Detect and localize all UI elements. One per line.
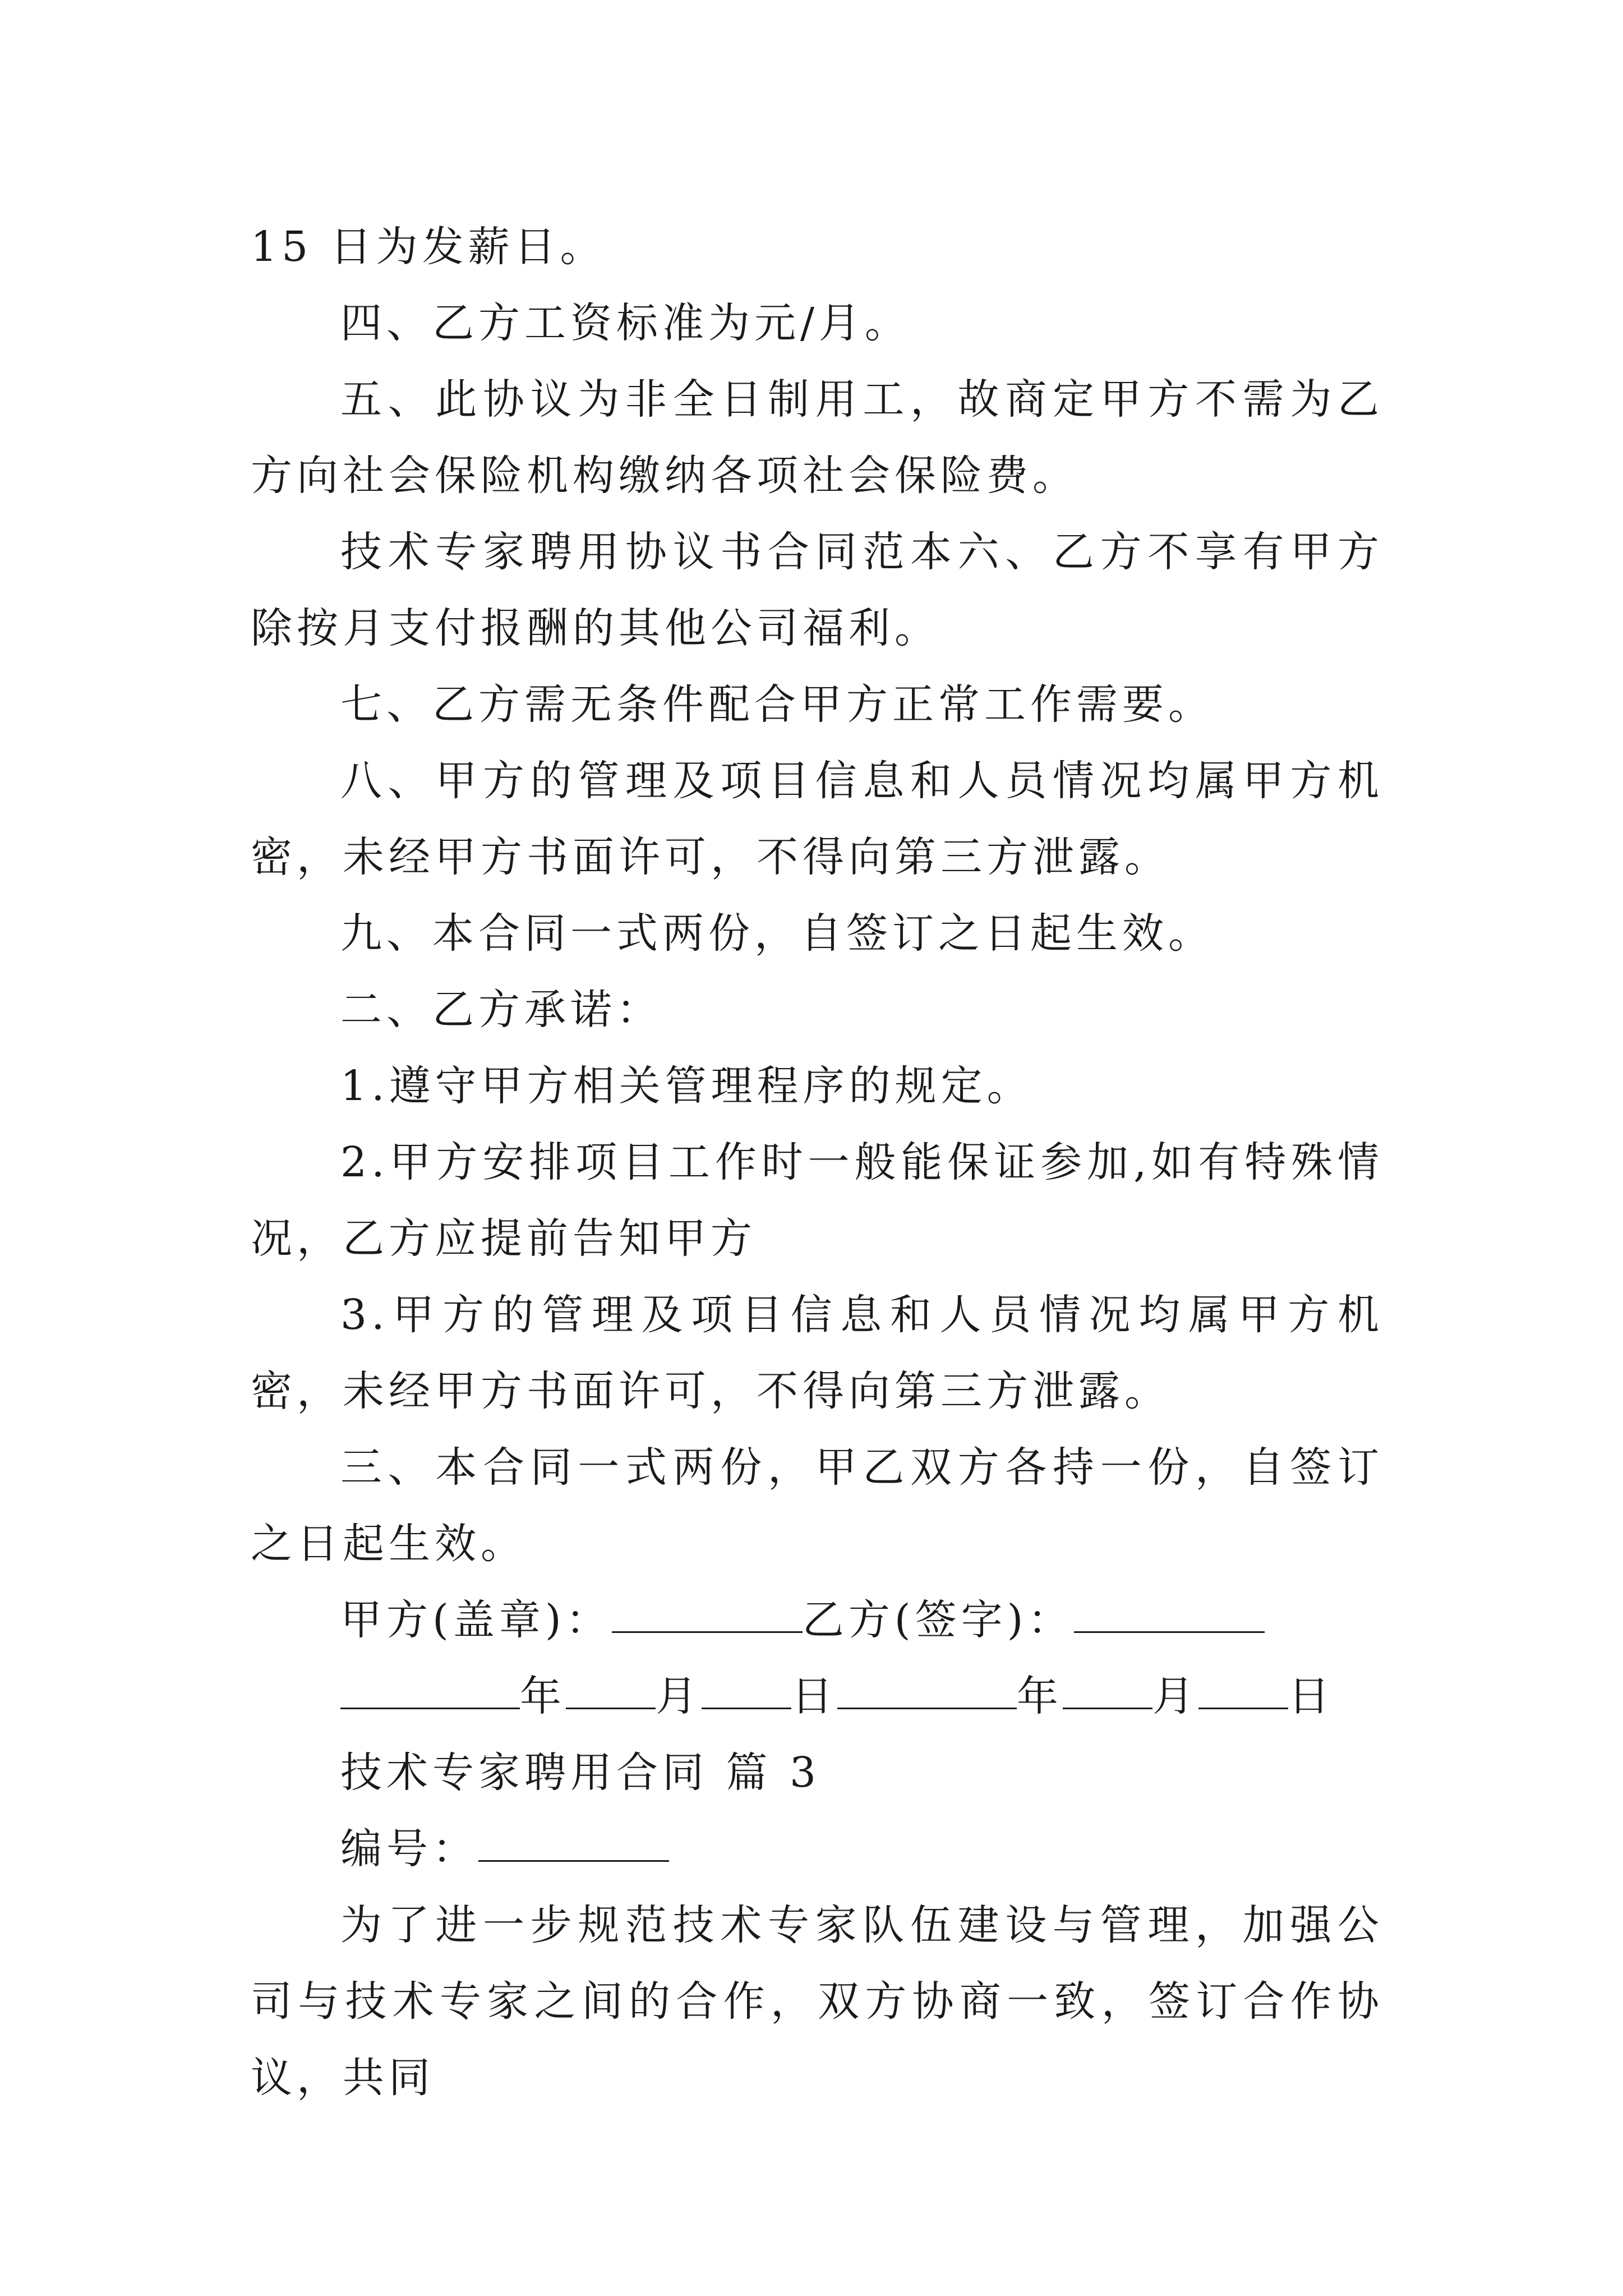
paragraph-copies: 三、本合同一式两份，甲乙双方各持一份，自签订之日起生效。 — [251, 1443, 1384, 1568]
party-a-label: 甲方(盖章)： — [340, 1596, 612, 1644]
party-b-day-blank — [1198, 1658, 1288, 1709]
party-a-signature-blank — [612, 1582, 803, 1633]
paragraph-clause-4: 四、乙方工资标准为元/月。 — [340, 299, 911, 347]
party-b-month-label: 月 — [1152, 1672, 1198, 1720]
paragraph-clause-8: 八、甲方的管理及项目信息和人员情况均属甲方机密，未经甲方书面许可，不得向第三方泄露。 — [251, 757, 1384, 881]
number-label: 编号： — [340, 1825, 478, 1873]
date-line — [251, 1658, 1384, 1734]
number-line — [251, 1811, 1384, 1887]
party-b-signature-blank — [1074, 1582, 1265, 1633]
paragraph-promise-3: 3.甲方的管理及项目信息和人员情况均属甲方机密，未经甲方书面许可，不得向第三方泄露。 — [251, 1291, 1384, 1415]
party-b-month-blank — [1063, 1658, 1152, 1709]
party-a-day-blank — [702, 1658, 791, 1709]
paragraph-clause-5: 五、此协议为非全日制用工，故商定甲方不需为乙方向社会保险机构缴纳各项社会保险费。 — [251, 375, 1384, 500]
intro-paragraph: 为了进一步规范技术专家队伍建设与管理，加强公司与技术专家之间的合作，双方协商一致，签订合作协议，共同 — [251, 1901, 1384, 2102]
paragraph-clause-6: 技术专家聘用协议书合同范本六、乙方不享有甲方除按月支付报酬的其他公司福利。 — [251, 528, 1384, 652]
paragraph-clause-7: 七、乙方需无条件配合甲方正常工作需要。 — [340, 680, 1214, 729]
document-body — [251, 209, 1384, 2116]
party-a-month-label: 月 — [656, 1672, 702, 1720]
party-b-day-label: 日 — [1288, 1672, 1334, 1720]
paragraph-promise-2: 2.甲方安排项目工作时一般能保证参加,如有特殊情况，乙方应提前告知甲方 — [251, 1138, 1384, 1263]
paragraph-party-b-promise-heading: 二、乙方承诺： — [340, 986, 662, 1034]
party-a-year-label: 年 — [520, 1672, 566, 1720]
party-a-day-label: 日 — [791, 1672, 837, 1720]
party-a-year-blank — [340, 1658, 520, 1709]
party-b-year-blank — [837, 1658, 1017, 1709]
paragraph-promise-1: 1.遵守甲方相关管理程序的规定。 — [340, 1062, 1033, 1110]
section-title: 技术专家聘用合同 篇 3 — [340, 1749, 821, 1797]
number-blank — [478, 1811, 669, 1862]
paragraph-clause-9: 九、本合同一式两份，自签订之日起生效。 — [340, 909, 1214, 958]
party-a-month-blank — [566, 1658, 656, 1709]
paragraph-payday: 15 日为发薪日。 — [251, 223, 606, 271]
party-b-year-label: 年 — [1017, 1672, 1063, 1720]
signature-line — [251, 1582, 1384, 1658]
party-b-label: 乙方(签字)： — [802, 1596, 1074, 1644]
